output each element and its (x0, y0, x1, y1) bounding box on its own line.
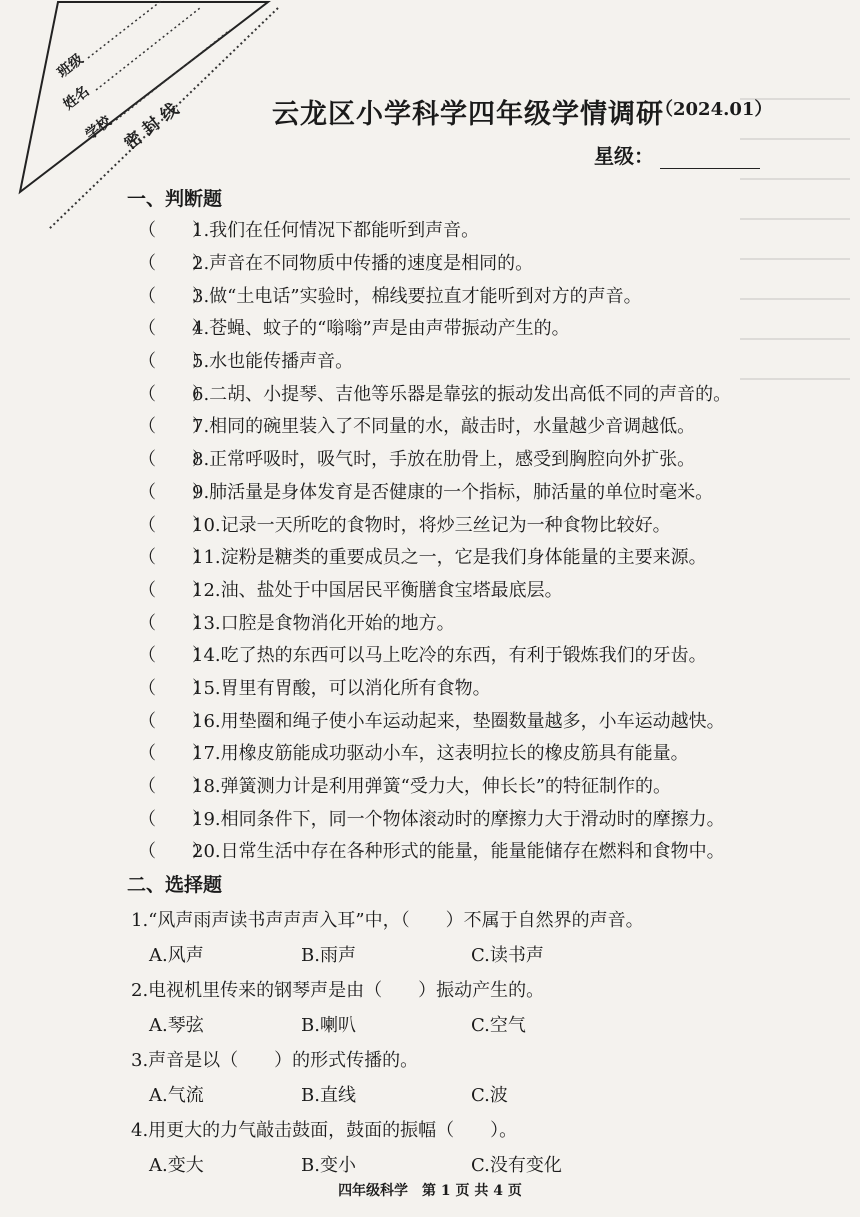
choice-option[interactable]: B.变小 (301, 1154, 356, 1176)
choice-question: 2.电视机里传来的钢琴声是由（ ）振动产生的。 (131, 979, 545, 1001)
choice-option[interactable]: A.风声 (149, 944, 204, 966)
choice-option[interactable]: B.直线 (301, 1084, 356, 1106)
answer-blank[interactable]: （ ） (138, 841, 210, 863)
choice-question: 3.声音是以（ ）的形式传播的。 (131, 1049, 419, 1071)
name-label: 姓名 (60, 83, 93, 114)
judge-item (138, 213, 838, 246)
choice-option[interactable]: A.变大 (149, 1154, 204, 1176)
judge-item (138, 703, 838, 736)
page-title: 云龙区小学科学四年级学情调研 (272, 99, 664, 130)
judge-item-text: 9.肺活量是身体发育是否健康的一个指标，肺活量的单位时毫米。 (192, 481, 714, 503)
choice-list (131, 901, 831, 1181)
judge-item (138, 834, 838, 867)
judge-item (138, 540, 838, 573)
school-label: 学校 (82, 113, 115, 144)
answer-blank[interactable]: （ ） (138, 383, 210, 405)
judge-item-text: 13.口腔是食物消化开始的地方。 (192, 612, 455, 634)
answer-blank[interactable]: （ ） (138, 808, 210, 830)
judge-item-text: 6.二胡、小提琴、吉他等乐器是靠弦的振动发出高低不同的声音的。 (192, 383, 732, 405)
section-title-choice: 二、选择题 (127, 874, 223, 896)
judge-item-text: 18.弹簧测力计是利用弹簧“受力大，伸长长”的特征制作的。 (192, 776, 672, 798)
answer-blank[interactable]: （ ） (138, 514, 210, 536)
answer-blank[interactable]: （ ） (138, 677, 210, 699)
judge-item (138, 278, 838, 311)
answer-blank[interactable]: （ ） (138, 612, 210, 634)
answer-blank[interactable]: （ ） (138, 351, 210, 373)
section-title-judge: 一、判断题 (127, 188, 223, 210)
rating-field[interactable] (594, 140, 760, 169)
judge-item-text: 15.胃里有胃酸，可以消化所有食物。 (192, 677, 491, 699)
judge-item-text: 16.用垫圈和绳子使小车运动起来，垫圈数量越多，小车运动越快。 (192, 710, 725, 732)
answer-blank[interactable]: （ ） (138, 776, 210, 798)
judge-item (138, 442, 838, 475)
choice-option[interactable]: C.没有变化 (471, 1154, 562, 1176)
judge-item (138, 409, 838, 442)
judge-item-text: 1.我们在任何情况下都能听到声音。 (192, 220, 480, 242)
judge-item-text: 17.用橡皮筋能成功驱动小车，这表明拉长的橡皮筋具有能量。 (192, 743, 689, 765)
class-label: 班级 (54, 51, 87, 82)
seal-line-text: 密 封 线 (120, 99, 183, 154)
choice-option[interactable]: C.波 (471, 1084, 508, 1106)
judge-item (138, 344, 838, 377)
choice-option[interactable]: A.琴弦 (149, 1014, 204, 1036)
choice-option[interactable]: A.气流 (149, 1084, 204, 1106)
exam-date: （2024.01） (655, 99, 773, 120)
judge-item-text: 14.吃了热的东西可以马上吃冷的东西，有利于锻炼我们的牙齿。 (192, 645, 707, 667)
answer-blank[interactable]: （ ） (138, 547, 210, 569)
answer-blank[interactable]: （ ） (138, 285, 210, 307)
judge-item (138, 801, 838, 834)
judge-item-text: 10.记录一天所吃的食物时，将炒三丝记为一种食物比较好。 (192, 514, 671, 536)
judge-item (138, 376, 838, 409)
choice-question: 1.“风声雨声读书声声声入耳”中，（ ）不属于自然界的声音。 (131, 909, 644, 931)
judge-item (138, 246, 838, 279)
judge-item (138, 736, 838, 769)
judge-item (138, 573, 838, 606)
choice-option[interactable]: B.喇叭 (301, 1014, 356, 1036)
answer-blank[interactable]: （ ） (138, 579, 210, 601)
judge-item-text: 12.油、盐处于中国居民平衡膳食宝塔最底层。 (192, 579, 563, 601)
choice-option[interactable]: C.读书声 (471, 944, 544, 966)
judge-list (138, 213, 838, 867)
judge-item (138, 769, 838, 802)
judge-item (138, 507, 838, 540)
answer-blank[interactable]: （ ） (138, 743, 210, 765)
judge-item-text: 20.日常生活中存在各种形式的能量，能量能储存在燃料和食物中。 (192, 841, 725, 863)
judge-item (138, 311, 838, 344)
answer-blank[interactable]: （ ） (138, 710, 210, 732)
choice-question: 4.用更大的力气敲击鼓面，鼓面的振幅（ ）。 (131, 1119, 518, 1141)
choice-option[interactable]: B.雨声 (301, 944, 356, 966)
judge-item-text: 4.苍蝇、蚊子的“嗡嗡”声是由声带振动产生的。 (192, 318, 570, 340)
judge-item-text: 11.淀粉是糖类的重要成员之一，它是我们身体能量的主要来源。 (192, 547, 707, 569)
answer-blank[interactable]: （ ） (138, 645, 210, 667)
judge-item (138, 605, 838, 638)
judge-item-text: 8.正常呼吸时，吸气时，手放在肋骨上，感受到胸腔向外扩张。 (192, 449, 696, 471)
judge-item-text: 5.水也能传播声音。 (192, 351, 354, 373)
answer-blank[interactable]: （ ） (138, 253, 210, 275)
rating-blank[interactable] (660, 148, 760, 169)
choice-option[interactable]: C.空气 (471, 1014, 526, 1036)
judge-item-text: 19.相同条件下，同一个物体滚动时的摩擦力大于滑动时的摩擦力。 (192, 808, 725, 830)
answer-blank[interactable]: （ ） (138, 481, 210, 503)
judge-item-text: 2.声音在不同物质中传播的速度是相同的。 (192, 253, 534, 275)
rating-label: 星级： (594, 144, 654, 168)
judge-item (138, 475, 838, 508)
judge-item-text: 3.做“土电话”实验时，棉线要拉直才能听到对方的声音。 (192, 285, 642, 307)
judge-item (138, 638, 838, 671)
judge-item-text: 7.相同的碗里装入了不同量的水，敲击时，水量越少音调越低。 (192, 416, 696, 438)
answer-blank[interactable]: （ ） (138, 449, 210, 471)
answer-blank[interactable]: （ ） (138, 220, 210, 242)
answer-blank[interactable]: （ ） (138, 416, 210, 438)
choice-options (131, 1076, 831, 1111)
judge-item (138, 671, 838, 704)
answer-blank[interactable]: （ ） (138, 318, 210, 340)
choice-options (131, 936, 831, 971)
page-footer: 四年级科学 第 1 页 共 4 页 (338, 1183, 522, 1199)
choice-options (131, 1146, 831, 1181)
choice-options (131, 1006, 831, 1041)
